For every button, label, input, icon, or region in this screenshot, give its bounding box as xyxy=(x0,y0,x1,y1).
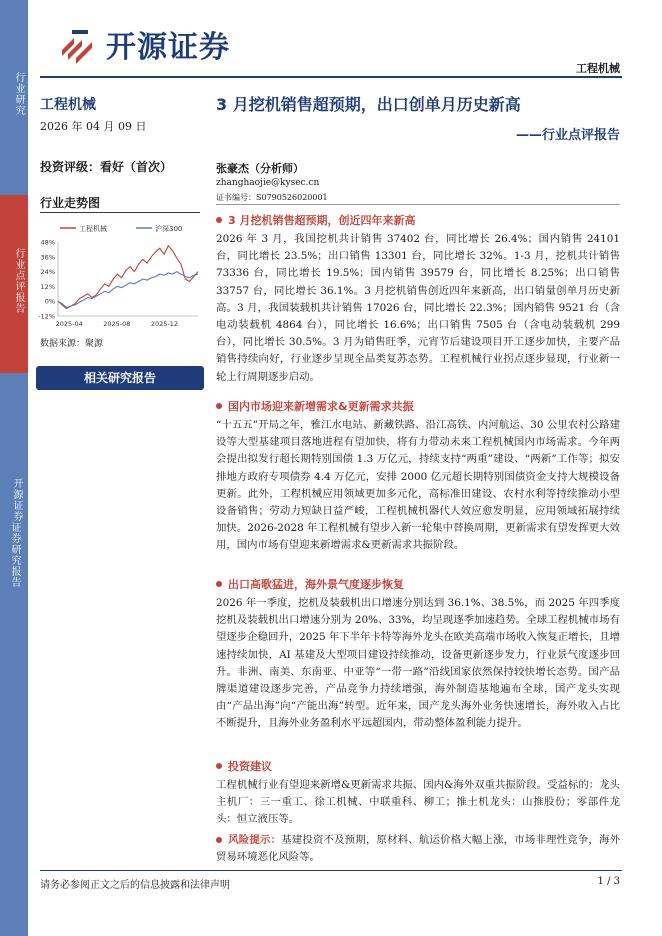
bullet-icon xyxy=(216,837,222,843)
series-line xyxy=(58,272,198,308)
investment-rating: 投资评级：看好（首次） xyxy=(40,160,173,174)
bullet-icon xyxy=(216,217,222,223)
x-tick-label: 2025-04 xyxy=(55,320,83,328)
section-body: 工程机械行业有望迎来新增&更新需求共振、国内&海外双重共振阶段。受益标的：龙头主机厂：三一重工、徐工机械、中联重科、柳工；推土机龙头：山推股份；零部件龙头：恒立液压等。 xyxy=(216,779,620,826)
sector-title: 工程机械 xyxy=(40,97,96,113)
y-tick-label: 36% xyxy=(40,253,55,262)
bullet-icon xyxy=(216,763,222,769)
section-march-sales xyxy=(216,212,620,386)
bullet-icon xyxy=(216,403,222,409)
footer-disclaimer: 请务必参阅正文之后的信息披露和法律声明 xyxy=(40,880,230,891)
brand-name: 开源证券 xyxy=(106,30,230,65)
section-exports xyxy=(216,576,620,733)
section-body: “十五五”开局之年，雅江水电站、新藏铁路、沿江高铁、内河航运、30 公里农村公路建设等大型基建项目落地进程有望加快，将有力带动未来工程机械国内市场需求。今年两会提出拟发行超长期特别国债 1.3 万亿元，持续支持“两重”建设、“两新”工作等；拟安排地方政府专项债券 4.4 万亿元，安排 2000 亿元超长期特别国债资金支持大规模设备更新。此外，工程机械应用领域更加多元化，高标准田建设、农村水利等持续推动小型设备销售；劳动力短缺日益严峻，工程机械机器代人效应愈发明显，应用领域拓展持续加快。2026-2028 年工程机械有望步入新一轮集中替换周期，更新需求有望发挥更大效用，国内市场有望迎来新增需求&更新需求共振阶段。 xyxy=(216,419,620,552)
report-date: 2026 年 04 月 09 日 xyxy=(40,120,147,133)
side-strip-bottom xyxy=(0,373,28,936)
section-body: 2026 年 3 月，我国挖机共计销售 37402 台，同比增长 26.4%；国内销售 24101 台，同比增长 23.5%；出口销售 13301 台，同比增长 32%。1-3 月，挖机共计销售 73336 台，同比增长 19.5%；国内销售 39579 台，同比增长 8.25%；出口销售 33757 台，同比增长 36.1%。3 月挖机销售创近四年来新高，出口销量创单月历史新高。3 月，我国装载机共计销售 17026 台，同比增长 22.3%；国内销售 9521 台（含电动装载机 4864 台），同比增长 16.6%；出口销售 7505 台（含电动装载机 299 台），同比增长 30.5%。3 月为销售旺季，元宵节后建设项目开工逐步加快，主要产品销售持续向好，行业逐步呈现全品类复苏态势。工程机械行业拐点逐步显现，行业新一轮上行周期逐步启动。 xyxy=(216,233,620,383)
brand-logo-icon xyxy=(58,24,98,64)
trend-chart xyxy=(36,220,202,332)
y-tick-label: 12% xyxy=(40,282,55,291)
header-sector: 工程机械 xyxy=(576,62,620,75)
x-tick-label: 2025-12 xyxy=(150,320,178,328)
report-title: 3 月挖机销售超预期，出口创单月历史新高 xyxy=(216,95,521,114)
chart-title-divider xyxy=(40,212,200,213)
side-label-securities-report: 证券研究报告 xyxy=(9,522,20,588)
side-label-bottom xyxy=(0,478,28,618)
section-heading: 出口高歌猛进，海外景气度逐步恢复 xyxy=(228,578,404,591)
brand-logo xyxy=(58,22,230,66)
x-tick-label: 2025-08 xyxy=(103,320,131,328)
header-divider xyxy=(40,76,622,78)
y-tick-label: 24% xyxy=(40,268,55,277)
section-body: 2026 年一季度，挖机及装载机出口增速分别达到 36.1%、38.5%，而 2025 年四季度挖机及装载机出口增速分别为 20%、33%，均呈现逐季加速趋势。全球工程机械市场有望逐步企稳回升，2025 年下半年卡特等海外龙头在欧美高端市场收入恢复正增长，且增速持续加快，AI 基建及大型项目建设持续推动，设备更新逐步发力，行业景气度逐步回升。非洲、南美、东南亚、中亚等“一带一路”沿线国家依然保持较快增长态势。国产品牌渠道建设逐步完善，产品竞争力持续增强，海外制造基地遍布全球，国产龙头实现由“产品出海”向“产能出海”转型。近年来，国产龙头海外业务快速增长，海外收入占比不断提升，且海外业务盈利水平远超国内，带动整体盈利能力提升。 xyxy=(216,597,620,730)
section-heading: 国内市场迎来新增需求&更新需求共振 xyxy=(228,400,414,413)
side-label-brand: 开源证券 xyxy=(11,478,22,522)
legend-label: 沪深300 xyxy=(155,225,183,233)
y-tick-label: -12% xyxy=(38,312,55,321)
analyst-divider xyxy=(216,204,620,205)
legend-label: 工程机械 xyxy=(79,225,107,233)
analyst-email[interactable]: zhanghaojie@kysec.cn xyxy=(216,178,320,188)
risk-text: 基建投资不及预期，原材料、航运价格大幅上涨，市场非理性竞争，海外贸易环境恶化风险等。 xyxy=(216,834,621,864)
bullet-icon xyxy=(216,581,222,587)
footer-divider xyxy=(40,870,622,871)
risk-label: 风险提示： xyxy=(228,834,282,846)
y-tick-label: 0% xyxy=(44,297,55,306)
side-label-report-type: 行业点评报告 xyxy=(13,248,24,314)
chart-title: 行业走势图 xyxy=(40,196,101,210)
page-number: 1 / 3 xyxy=(597,876,620,887)
series-line xyxy=(58,246,198,309)
side-label-research: 行业研究 xyxy=(13,72,24,116)
section-heading: 投资建议 xyxy=(228,760,272,773)
side-strip xyxy=(0,0,28,936)
report-subtitle: ——行业点评报告 xyxy=(515,128,620,143)
trend-chart-svg xyxy=(36,220,202,332)
analyst-name: 张豪杰（分析师） xyxy=(216,162,304,175)
section-domestic-demand xyxy=(216,398,620,555)
section-heading: 3 月挖机销售超预期，创近四年来新高 xyxy=(228,214,416,227)
y-tick-label: 48% xyxy=(40,238,55,247)
related-reports-button[interactable]: 相关研究报告 xyxy=(36,366,204,390)
analyst-cert: 证书编号：S0790526020001 xyxy=(216,193,328,202)
section-risk xyxy=(216,832,620,866)
chart-source: 数据来源：聚源 xyxy=(40,339,104,349)
section-investment xyxy=(216,758,620,829)
